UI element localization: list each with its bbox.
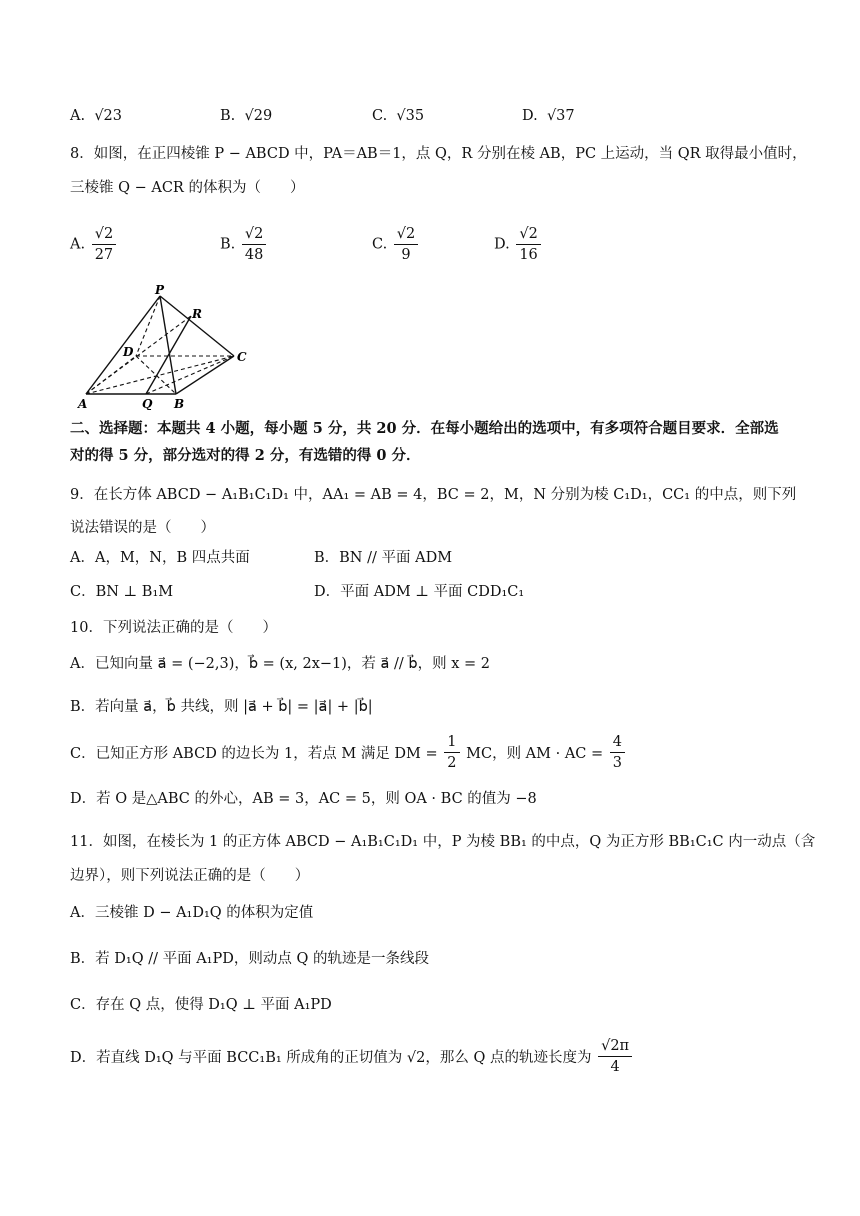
q8-option-a: A. $\frac{√2}{27}$: [70, 224, 118, 265]
q8-option-d: D. $\frac{√2}{16}$: [494, 224, 543, 265]
figure-label-r: R: [192, 307, 202, 321]
q8-stem-line2: 三棱锥 Q − ACR 的体积为（ ）: [70, 180, 305, 196]
q10-option-c: C．已知正方形 ABCD 的边长为 1，若点 M 满足 DM = $\frac{1}{2}$ MC，则 AM · AC = $\frac{4}{3}$: [70, 732, 627, 773]
q10-option-b: B．若向量 a⃗，b⃗ 共线，则 |a⃗ + b⃗| = |a⃗| + |b⃗|: [70, 699, 373, 715]
figure-label-c: C: [237, 350, 247, 364]
figure-label-d: D: [123, 345, 134, 359]
q8-option-c: C. $\frac{√2}{9}$: [372, 224, 420, 265]
q8-stem-line1: 8．如图，在正四棱锥 P − ABCD 中，PA＝AB＝1，点 Q，R 分别在棱 AB，PC 上运动，当 QR 取得最小值时，: [70, 146, 807, 162]
q11-stem-line2: 边界），则下列说法正确的是（ ）: [70, 868, 310, 884]
q9-option-a: A．A，M，N，B 四点共面: [70, 550, 250, 566]
q11-option-c: C．存在 Q 点，使得 D₁Q ⊥ 平面 A₁PD: [70, 997, 332, 1013]
q11-option-d: D．若直线 D₁Q 与平面 BCC₁B₁ 所成角的正切值为 √2，那么 Q 点的轨迹长度为 $\frac{√2\pi}{4}$: [70, 1036, 634, 1077]
q10-option-a: A．已知向量 a⃗ = (−2,3)，b⃗ = (x, 2x−1)，若 a⃗ // b⃗，则 x = 2: [70, 656, 490, 672]
q11-option-b: B．若 D₁Q // 平面 A₁PD，则动点 Q 的轨迹是一条线段: [70, 951, 429, 967]
q11-stem-line1: 11．如图，在棱长为 1 的正方体 ABCD − A₁B₁C₁D₁ 中，P 为棱 BB₁ 的中点，Q 为正方形 BB₁C₁C 内一动点（含: [70, 834, 816, 850]
q9-option-d: D．平面 ADM ⊥ 平面 CDD₁C₁: [314, 584, 525, 600]
q7-option-d: D. √37: [522, 108, 575, 124]
q11-option-a: A．三棱锥 D − A₁D₁Q 的体积为定值: [70, 905, 314, 921]
q7-option-b: B. √29: [220, 108, 273, 124]
q9-option-c: C．BN ⊥ B₁M: [70, 584, 174, 600]
section2-heading-line2: 对的得 5 分，部分选对的得 2 分，有选错的得 0 分．: [70, 447, 421, 464]
q9-stem-line1: 9．在长方体 ABCD − A₁B₁C₁D₁ 中，AA₁ = AB = 4，BC = 2，M，N 分别为棱 C₁D₁，CC₁ 的中点，则下列: [70, 487, 797, 503]
q7-option-c: C. √35: [372, 108, 425, 124]
figure-label-p: P: [155, 284, 165, 297]
figure-label-q: Q: [142, 397, 153, 410]
pyramid-figure: [66, 284, 266, 410]
q8-option-b: B. $\frac{√2}{48}$: [220, 224, 268, 265]
section2-heading-line1: 二、选择题：本题共 4 小题，每小题 5 分，共 20 分．在每小题给出的选项中，有多项符合题目要求．全部选: [70, 420, 779, 437]
q7-option-a: A. √23: [70, 108, 123, 124]
q10-option-d: D．若 O 是△ABC 的外心，AB = 3，AC = 5，则 OA · BC 的值为 −8: [70, 791, 537, 807]
q9-stem-line2: 说法错误的是（ ）: [70, 520, 215, 536]
q9-option-b: B．BN // 平面 ADM: [314, 550, 453, 566]
figure-label-a: A: [78, 397, 88, 410]
figure-label-b: B: [174, 397, 185, 410]
q10-stem: 10．下列说法正确的是（ ）: [70, 620, 277, 636]
